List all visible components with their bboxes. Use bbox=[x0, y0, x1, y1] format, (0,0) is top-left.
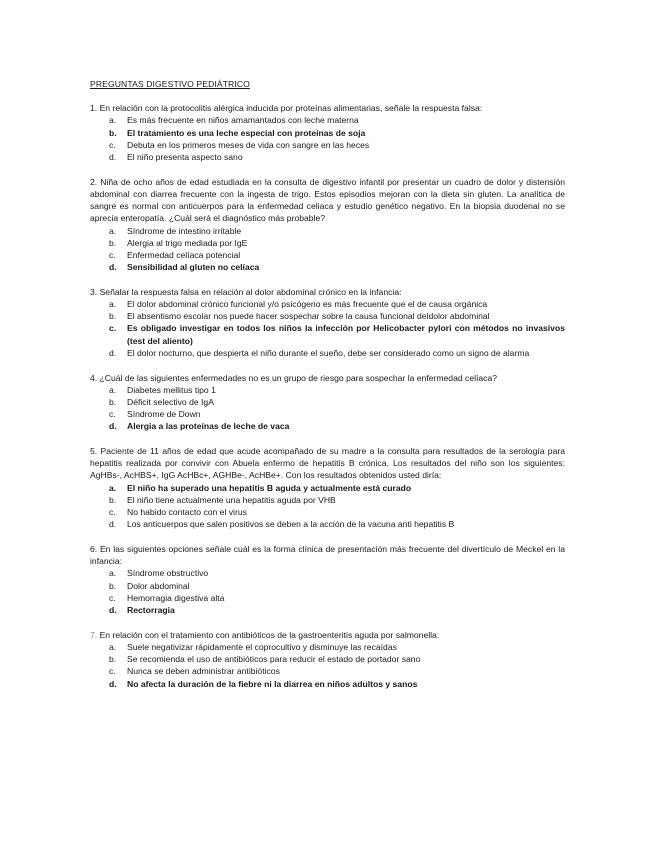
option-text: Dolor abdominal bbox=[127, 580, 190, 591]
question-text: Niña de ocho años de edad estudiada en la consulta de digestivo infantil por presentar un cuadro de dolor y distensión abdominal con diarrea frecuente con la ingesta de trigo. Estos episodios mejoran con la dieta sin gluten. La analítica de sangre es normal con anticuerpos para la enfermedad celiaca y estudio genético negativo. En la biopsia duodenal no se aprecia enteropatía. ¿Cuál será el diagnóstico más probable? bbox=[90, 176, 565, 224]
option-letter: c. bbox=[109, 409, 116, 420]
option-item bbox=[90, 494, 565, 506]
option-item bbox=[90, 506, 565, 518]
question-stem bbox=[90, 176, 565, 225]
option-item bbox=[90, 384, 565, 396]
question-stem bbox=[90, 629, 565, 641]
option-item bbox=[90, 408, 565, 420]
option-letter: c. bbox=[109, 323, 117, 334]
option-letter: b. bbox=[109, 127, 117, 138]
option-letter: b. bbox=[109, 311, 117, 322]
option-text: El niño ha superado una hepatitis B aguda y actualmente está curado bbox=[127, 482, 412, 493]
option-letter: a. bbox=[109, 299, 117, 310]
option-letter: a. bbox=[109, 568, 117, 579]
option-text: El dolor abdominal crónico funcional y/o psicógeno es más frecuente que el de causa orgánica bbox=[127, 299, 488, 310]
option-list bbox=[90, 482, 565, 531]
option-letter: b. bbox=[109, 494, 117, 505]
question-stem bbox=[90, 445, 565, 482]
option-text: Sensibilidad al gluten no celíaca bbox=[127, 262, 260, 273]
option-item bbox=[90, 139, 565, 151]
option-list bbox=[90, 567, 565, 616]
option-text: Suele negativizar rápidamente el coprocultivo y disminuye las recaídas bbox=[127, 641, 397, 652]
option-letter: a. bbox=[109, 384, 117, 395]
option-letter: a. bbox=[109, 482, 117, 493]
option-letter: c. bbox=[109, 139, 116, 150]
option-item-correct bbox=[90, 127, 565, 139]
option-text: Síndrome de Down bbox=[127, 409, 201, 420]
option-item bbox=[90, 641, 565, 653]
option-text: Debuta en los primeros meses de vida con sangre en las heces bbox=[127, 139, 370, 150]
question-text: En relación con la protocolitis alérgica inducida por proteínas alimentarias, señale la respuesta falsa: bbox=[99, 103, 483, 114]
option-text: Los anticuerpos que salen positivos se deben a la acción de la vacuna anti hepatitis B bbox=[127, 519, 455, 530]
question-7 bbox=[90, 629, 565, 690]
option-text: Alergia al trigo mediada por IgE bbox=[127, 237, 248, 248]
option-text: Es más frecuente en niños amamantados con leche materna bbox=[127, 115, 359, 126]
option-letter: a. bbox=[109, 115, 117, 126]
option-list bbox=[90, 225, 565, 274]
question-2 bbox=[90, 176, 565, 274]
option-text: Rectorragia bbox=[127, 605, 175, 616]
option-item bbox=[90, 396, 565, 408]
option-letter: d. bbox=[109, 347, 117, 358]
question-6 bbox=[90, 543, 565, 616]
option-item bbox=[90, 653, 565, 665]
option-item-correct bbox=[90, 420, 565, 432]
question-list bbox=[90, 102, 565, 690]
option-list bbox=[90, 114, 565, 163]
question-number: 4. bbox=[90, 372, 98, 383]
option-item bbox=[90, 114, 565, 126]
question-stem bbox=[90, 286, 565, 298]
option-item bbox=[90, 237, 565, 249]
option-letter: c. bbox=[109, 666, 116, 677]
option-letter: d. bbox=[109, 605, 117, 616]
question-stem bbox=[90, 372, 565, 384]
question-text: Señalar la respuesta falsa en relación al dolor abdominal crónico en la infancia: bbox=[99, 286, 402, 297]
option-item-correct bbox=[90, 482, 565, 494]
option-text: El niño presenta aspecto sano bbox=[127, 152, 243, 163]
option-list bbox=[90, 384, 565, 433]
question-text: Paciente de 11 años de edad que acude acompañado de su madre a la consulta para resultados de la serología para hepatitis realizada por convivir con Abuela enfermo de hepatitis B crónica. Los resultados del niño son los siguientes: AgHBs-, AcHBS+, IgG AcHBc+, AGHBe-, AcHBe+. Con los resultados obtenidos usted diría: bbox=[90, 446, 565, 481]
question-5 bbox=[90, 445, 565, 530]
question-number: 2. bbox=[90, 176, 98, 187]
option-letter: a. bbox=[109, 641, 117, 652]
question-text: En relación con el tratamiento con antibióticos de la gastroenteritis aguda por salmonella: bbox=[99, 629, 440, 640]
option-letter: d. bbox=[109, 678, 117, 689]
option-item bbox=[90, 249, 565, 261]
question-stem bbox=[90, 543, 565, 567]
option-text: Enfermedad celíaca potencial bbox=[127, 249, 241, 260]
option-item-correct bbox=[90, 678, 565, 690]
option-text: El dolor nocturno, que despierta el niño durante el sueño, debe ser considerado como un signo de alarma bbox=[127, 347, 530, 358]
option-text: El niño tiene actualmente una hepatitis aguda por VHB bbox=[127, 494, 336, 505]
option-item bbox=[90, 298, 565, 310]
option-text: Se recomienda el uso de antibióticos para reducir el estado de portador sano bbox=[127, 654, 421, 665]
option-item bbox=[90, 592, 565, 604]
question-number: 3. bbox=[90, 286, 98, 297]
option-text: No habido contacto con el virus bbox=[127, 507, 247, 518]
option-letter: d. bbox=[109, 421, 117, 432]
option-item bbox=[90, 225, 565, 237]
option-text: Déficit selectivo de IgA bbox=[127, 396, 214, 407]
option-item bbox=[90, 151, 565, 163]
option-text: Es obligado investigar en todos los niños la infección por Helicobacter pylori con métodos no invasivos (test del aliento) bbox=[127, 323, 565, 346]
option-letter: c. bbox=[109, 592, 116, 603]
option-item-correct bbox=[90, 604, 565, 616]
option-text: Alergia a las proteínas de leche de vaca bbox=[127, 421, 290, 432]
question-text: ¿Cuál de las siguientes enfermedades no es un grupo de riesgo para sospechar la enfermedad celíaca? bbox=[99, 372, 498, 383]
option-item-correct bbox=[90, 261, 565, 273]
option-text: No afecta la duración de la fiebre ni la diarrea en niños adultos y sanos bbox=[127, 678, 418, 689]
option-item bbox=[90, 580, 565, 592]
document-title: PREGUNTAS DIGESTIVO PEDIÁTRICO bbox=[90, 79, 250, 89]
document-page bbox=[90, 78, 565, 702]
question-number: 5. bbox=[90, 446, 98, 457]
option-letter: d. bbox=[109, 519, 117, 530]
option-item bbox=[90, 665, 565, 677]
question-text: En las siguientes opciones señale cuál es la forma clínica de presentación más frecuente del divertículo de Meckel en la infancia: bbox=[90, 544, 565, 567]
option-item bbox=[90, 567, 565, 579]
option-letter: d. bbox=[109, 262, 117, 273]
option-text: Síndrome de intestino irritable bbox=[127, 225, 242, 236]
option-letter: b. bbox=[109, 654, 117, 665]
option-text: Nunca se deben administrar antibióticos bbox=[127, 666, 280, 677]
question-stem bbox=[90, 102, 565, 114]
option-text: Síndrome obstructivo bbox=[127, 568, 209, 579]
question-number: 6. bbox=[90, 544, 98, 554]
question-number: 7. bbox=[90, 629, 98, 640]
option-letter: c. bbox=[109, 249, 116, 260]
option-item bbox=[90, 518, 565, 530]
option-letter: a. bbox=[109, 225, 117, 236]
option-text: El tratamiento es una leche especial con proteínas de soja bbox=[127, 127, 366, 138]
option-item-correct bbox=[90, 322, 565, 346]
option-item bbox=[90, 347, 565, 359]
question-number: 1. bbox=[90, 103, 98, 114]
option-letter: d. bbox=[109, 152, 117, 163]
option-list bbox=[90, 298, 565, 359]
option-text: Diabetes mellitus tipo 1 bbox=[127, 384, 216, 395]
option-letter: b. bbox=[109, 580, 117, 591]
question-3 bbox=[90, 286, 565, 359]
option-letter: b. bbox=[109, 237, 117, 248]
option-letter: b. bbox=[109, 396, 117, 407]
question-4 bbox=[90, 372, 565, 433]
option-item bbox=[90, 310, 565, 322]
question-1 bbox=[90, 102, 565, 163]
option-list bbox=[90, 641, 565, 690]
option-letter: c. bbox=[109, 507, 116, 518]
option-text: Hemorragia digestiva alta bbox=[127, 592, 225, 603]
option-text: El absentismo escolar nos puede hacer sospechar sobre la causa funcional deldolor abdominal bbox=[127, 311, 490, 322]
